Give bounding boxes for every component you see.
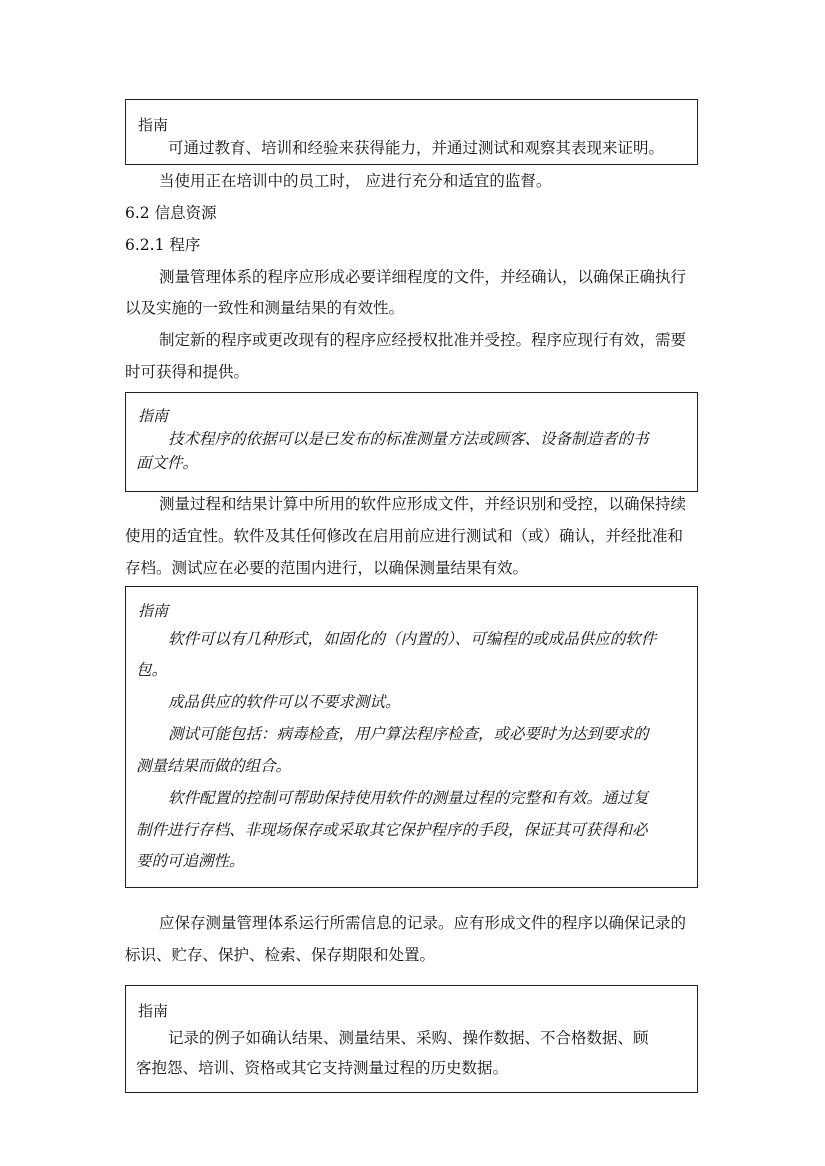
body-paragraph: 标识、贮存、保护、检索、保存期限和处置。 xyxy=(125,946,436,964)
guide-text: 测试可能包括：病毒检查，用户算法程序检查，或必要时为达到要求的 xyxy=(168,725,649,743)
guide-box-3 xyxy=(125,586,698,888)
body-paragraph: 使用的适宜性。软件及其任何修改在启用前应进行测试和（或）确认，并经批准和 xyxy=(125,527,684,545)
guide-text: 技术程序的依据可以是已发布的标准测量方法或顾客、设备制造者的书 xyxy=(168,430,649,448)
guide-heading: 指南 xyxy=(138,602,169,620)
guide-text: 要的可追溯性。 xyxy=(136,852,245,870)
guide-text: 可通过教育、培训和经验来获得能力，并通过测试和观察其表现来证明。 xyxy=(168,139,665,157)
body-paragraph: 测量管理体系的程序应形成必要详细程度的文件，并经确认，以确保正确执行 xyxy=(159,268,687,286)
guide-text: 客抱怨、培训、资格或其它支持测量过程的历史数据。 xyxy=(136,1059,509,1077)
guide-box-4 xyxy=(125,985,698,1093)
guide-text: 面文件。 xyxy=(136,454,199,472)
guide-heading: 指南 xyxy=(138,1002,169,1020)
guide-text: 测量结果而做的组合。 xyxy=(136,757,292,775)
body-paragraph: 存档。测试应在必要的范围内进行，以确保测量结果有效。 xyxy=(125,559,529,577)
guide-heading: 指南 xyxy=(138,116,169,134)
guide-text: 软件配置的控制可帮助保持使用软件的测量过程的完整和有效。通过复 xyxy=(168,789,649,807)
guide-text: 包。 xyxy=(136,661,168,679)
body-paragraph: 当使用正在培训中的员工时， 应进行充分和适宜的监督。 xyxy=(159,172,552,190)
guide-heading: 指南 xyxy=(138,407,169,425)
section-heading-6-2: 6.2 信息资源 xyxy=(125,204,217,222)
body-paragraph: 测量过程和结果计算中所用的软件应形成文件，并经识别和受控，以确保持续 xyxy=(159,495,687,513)
guide-text: 软件可以有几种形式，如固化的（内置的）、可编程的或成品供应的软件 xyxy=(168,630,657,648)
body-paragraph: 应保存测量管理体系运行所需信息的记录。应有形成文件的程序以确保记录的 xyxy=(159,914,687,932)
guide-box-2 xyxy=(125,392,698,492)
guide-text: 成品供应的软件可以不要求测试。 xyxy=(168,693,401,711)
body-paragraph: 以及实施的一致性和测量结果的有效性。 xyxy=(125,299,405,317)
guide-text: 记录的例子如确认结果、测量结果、采购、操作数据、不合格数据、顾 xyxy=(168,1029,649,1047)
guide-text: 制件进行存档、非现场保存或采取其它保护程序的手段，保证其可获得和必 xyxy=(136,821,648,839)
guide-box-1 xyxy=(125,99,698,165)
section-heading-6-2-1: 6.2.1 程序 xyxy=(125,236,201,254)
body-paragraph: 时可获得和提供。 xyxy=(125,363,250,381)
body-paragraph: 制定新的程序或更改现有的程序应经授权批准并受控。程序应现行有效，需要 xyxy=(159,331,687,349)
